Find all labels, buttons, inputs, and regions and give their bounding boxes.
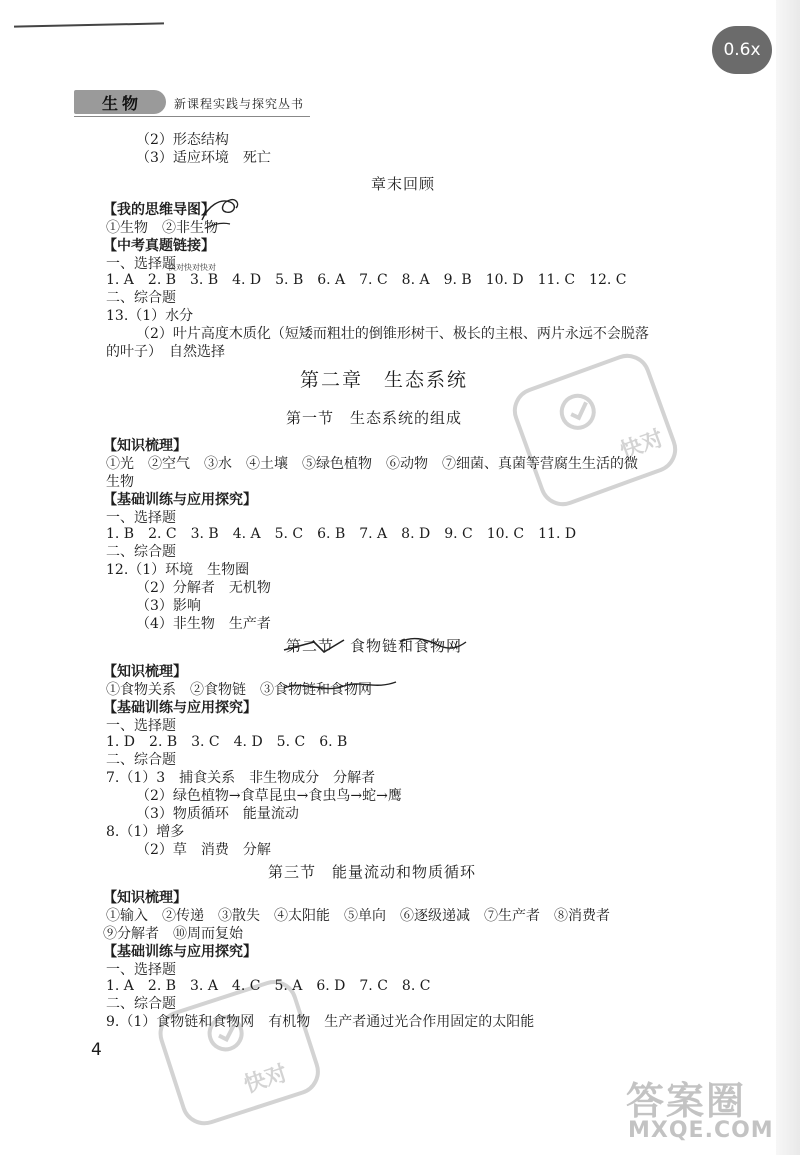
line-knowledge-1-cont: 生物 — [106, 474, 134, 490]
section-title-chapter-review: 章末回顾 — [371, 175, 436, 193]
line-q9-1: 9.（1）食物链和食物网 有机物 生产者通过光合作用固定的太阳能 — [106, 1014, 535, 1030]
line-q7-3: （3）物质循环 能量流动 — [136, 806, 299, 822]
line-q12-2: （2）分解者 无机物 — [136, 580, 271, 596]
page-number: 4 — [91, 1040, 102, 1060]
line-q8-2: （2）草 消费 分解 — [136, 842, 271, 858]
line-choice-answers-4: 1. A 2. B 3. A 4. C 5. A 6. D 7. C 8. C — [106, 978, 431, 994]
line-shape-structure: （2）形态结构 — [136, 132, 229, 148]
line-adapt-environment: （3）适应环境 死亡 — [136, 150, 271, 166]
line-q13-2: （2）叶片高度木质化（短矮而粗壮的倒锥形树干、极长的主根、两片永远不会脱落 — [136, 326, 649, 342]
heading-mind-map: 【我的思维导图】 — [103, 202, 215, 218]
site-watermark — [618, 1070, 788, 1150]
section-title-2: 第二节 食物链和食物网 — [286, 637, 463, 655]
stamp-overlay-text: 快对快对快对 — [168, 263, 216, 272]
site-watermark-url: MXQE.COM — [628, 1118, 774, 1143]
line-q12-1: 12.（1）环境 生物圈 — [106, 562, 250, 578]
line-comprehensive-label-1: 二、综合题 — [106, 290, 176, 306]
line-q12-4: （4）非生物 生产者 — [136, 616, 271, 632]
line-q7-2: （2）绿色植物→食草昆虫→食虫鸟→蛇→鹰 — [136, 788, 402, 804]
line-comprehensive-label-2: 二、综合题 — [106, 544, 176, 560]
site-watermark-title: 答案圈 — [626, 1079, 747, 1123]
series-title: 新课程实践与探究丛书 — [174, 97, 305, 111]
line-choice-answers-2: 1. B 2. C 3. B 4. A 5. C 6. B 7. A 8. D 9. C 10. C 11. D — [106, 526, 577, 542]
section-title-1: 第一节 生态系统的组成 — [286, 409, 463, 427]
line-choice-label-4: 一、选择题 — [106, 962, 176, 978]
line-q13-2-cont: 的叶子） 自然选择 — [106, 344, 225, 360]
watermark-label-bottom: 快对 — [241, 1061, 291, 1099]
line-choice-label-3: 一、选择题 — [106, 718, 176, 734]
zoom-level-badge[interactable]: 0.6x — [712, 26, 772, 74]
heading-training-1: 【基础训练与应用探究】 — [103, 492, 257, 508]
line-comprehensive-label-3: 二、综合题 — [106, 752, 176, 768]
line-comprehensive-label-4: 二、综合题 — [106, 996, 176, 1012]
heading-knowledge-1: 【知识梳理】 — [103, 438, 187, 454]
line-mind-map-answers: ①生物 ②非生物 — [106, 220, 218, 236]
line-choice-label-2: 一、选择题 — [106, 510, 176, 526]
line-choice-answers-3: 1. D 2. B 3. C 4. D 5. C 6. B — [106, 734, 348, 750]
heading-knowledge-3: 【知识梳理】 — [103, 890, 187, 906]
line-q7-1: 7.（1）3 捕食关系 非生物成分 分解者 — [106, 770, 376, 786]
line-knowledge-3: ①输入 ②传递 ③散失 ④太阳能 ⑤单向 ⑥逐级递减 ⑦生产者 ⑧消费者 — [106, 908, 610, 924]
heading-exam-links: 【中考真题链接】 — [103, 238, 215, 254]
section-title-3: 第三节 能量流动和物质循环 — [268, 863, 477, 881]
watermark-label-right: 快对 — [617, 426, 668, 465]
line-knowledge-3-cont: ⑨分解者 ⑩周而复始 — [103, 926, 243, 942]
line-knowledge-2: ①食物关系 ②食物链 ③食物链和食物网 — [106, 682, 372, 698]
line-q12-3: （3）影响 — [136, 598, 201, 614]
chapter-title: 第二章 生态系统 — [300, 369, 469, 391]
subject-label: 生物 — [102, 94, 143, 113]
line-choice-answers-1: 1. A 2. B 3. B 4. D 5. B 6. A 7. C 8. A 9. B 10. D 11. C 12. C — [106, 272, 627, 288]
heading-knowledge-2: 【知识梳理】 — [103, 664, 187, 680]
heading-training-2: 【基础训练与应用探究】 — [103, 700, 257, 716]
line-q8-1: 8.（1）增多 — [106, 824, 185, 840]
line-knowledge-1: ①光 ②空气 ③水 ④土壤 ⑤绿色植物 ⑥动物 ⑦细菌、真菌等营腐生生活的微 — [106, 456, 638, 472]
line-choice-label-1: 一、选择题 — [106, 256, 176, 272]
heading-training-3: 【基础训练与应用探究】 — [103, 944, 257, 960]
line-q13-1: 13.（1）水分 — [106, 308, 194, 324]
